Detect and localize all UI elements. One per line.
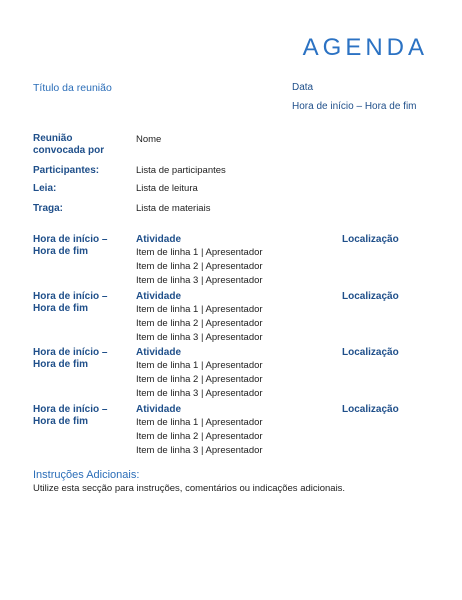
- bring-label: Traga:: [33, 203, 64, 214]
- agenda-line-item: Item de linha 1 | Apresentador: [136, 417, 263, 428]
- agenda-block-location: Localização: [342, 291, 399, 302]
- read-value: Lista de leitura: [136, 183, 198, 194]
- time-range-label: Hora de início – Hora de fim: [292, 101, 417, 112]
- agenda-block-location: Localização: [342, 347, 399, 358]
- agenda-line-item: Item de linha 2 | Apresentador: [136, 261, 263, 272]
- agenda-line-item: Item de linha 1 | Apresentador: [136, 304, 263, 315]
- participants-value: Lista de participantes: [136, 165, 226, 176]
- agenda-line-item: Item de linha 2 | Apresentador: [136, 431, 263, 442]
- agenda-block-time: Hora de início – Hora de fim: [33, 404, 108, 427]
- agenda-line-item: Item de linha 2 | Apresentador: [136, 374, 263, 385]
- agenda-line-item: Item de linha 1 | Apresentador: [136, 360, 263, 371]
- agenda-block-activity: Atividade: [136, 404, 182, 415]
- instructions-heading: Instruções Adicionais:: [33, 469, 140, 481]
- agenda-line-item: Item de linha 3 | Apresentador: [136, 275, 263, 286]
- agenda-block-activity: Atividade: [136, 291, 182, 302]
- agenda-line-item: Item de linha 1 | Apresentador: [136, 247, 263, 258]
- instructions-text: Utilize esta secção para instruções, comentários ou indicações adicionais.: [33, 483, 346, 494]
- participants-label: Participantes:: [33, 165, 100, 176]
- agenda-line-item: Item de linha 2 | Apresentador: [136, 318, 263, 329]
- agenda-line-item: Item de linha 3 | Apresentador: [136, 445, 263, 456]
- agenda-block-location: Localização: [342, 404, 399, 415]
- agenda-line-item: Item de linha 3 | Apresentador: [136, 388, 263, 399]
- agenda-block-time: Hora de início – Hora de fim: [33, 347, 108, 370]
- agenda-block-activity: Atividade: [136, 234, 182, 245]
- agenda-line-item: Item de linha 3 | Apresentador: [136, 332, 263, 343]
- called-by-label: Reunião convocada por: [33, 133, 105, 156]
- agenda-block-time: Hora de início – Hora de fim: [33, 291, 108, 314]
- called-by-value: Nome: [136, 134, 162, 145]
- agenda-block-activity: Atividade: [136, 347, 182, 358]
- read-label: Leia:: [33, 183, 57, 194]
- agenda-block-time: Hora de início – Hora de fim: [33, 234, 108, 257]
- date-label: Data: [292, 82, 314, 93]
- meeting-title-label: Título da reunião: [33, 82, 112, 94]
- agenda-block-location: Localização: [342, 234, 399, 245]
- bring-value: Lista de materiais: [136, 203, 211, 214]
- page-title: AGENDA: [302, 34, 428, 61]
